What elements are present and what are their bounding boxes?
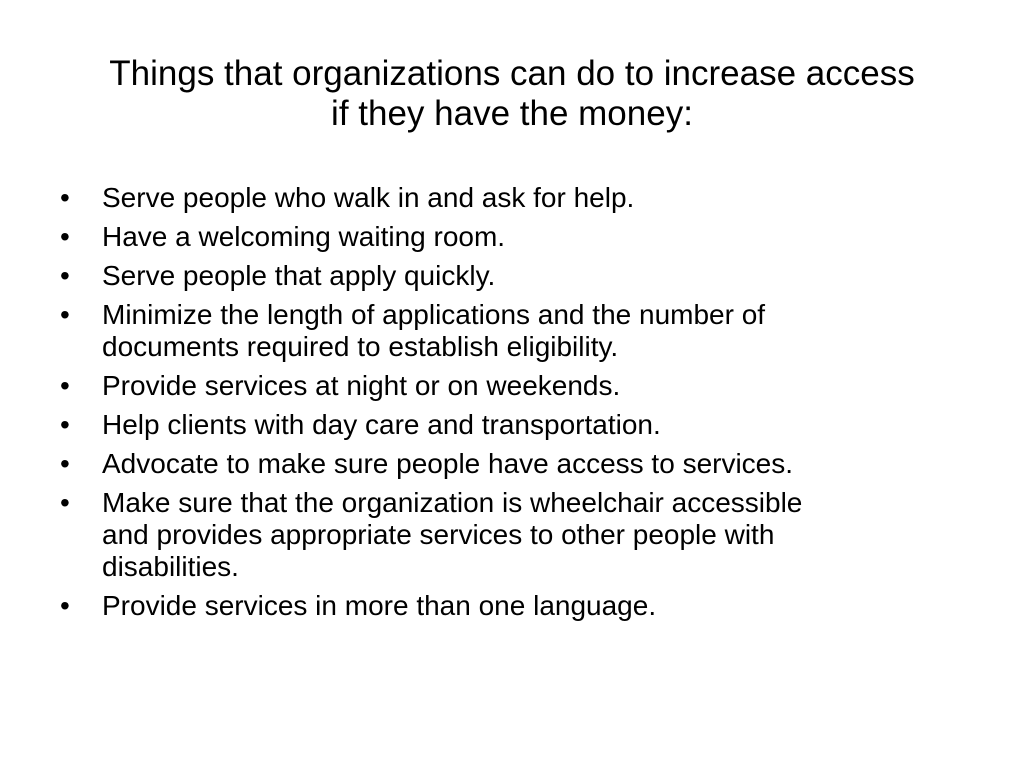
bullet-marker: •: [60, 260, 70, 291]
bullet-item: [58, 182, 988, 214]
bullet-text-line: Have a welcoming waiting room.: [102, 221, 506, 252]
slide-title-line: Things that organizations can do to increase access: [109, 54, 915, 93]
bullet-text-line: Provide services in more than one language.: [102, 590, 657, 621]
bullet-marker: •: [60, 299, 70, 330]
bullet-marker: •: [60, 590, 70, 621]
bullet-list: [58, 182, 988, 629]
bullet-text: [102, 487, 988, 583]
bullet-text: [102, 221, 988, 253]
bullet-text-line: Advocate to make sure people have access to services.: [102, 448, 794, 479]
bullet-text: [102, 182, 988, 214]
bullet-text-line: disabilities.: [102, 551, 239, 582]
bullet-item: [58, 409, 988, 441]
bullet-text: [102, 590, 988, 622]
slide-title-line: if they have the money:: [331, 94, 693, 133]
bullet-marker: •: [60, 182, 70, 213]
bullet-marker: •: [60, 370, 70, 401]
bullet-text: [102, 448, 988, 480]
bullet-text-line: Serve people that apply quickly.: [102, 260, 496, 291]
bullet-text-line: Minimize the length of applications and the number of: [102, 299, 766, 330]
bullet-text: [102, 260, 988, 292]
bullet-text: [102, 409, 988, 441]
bullet-text-line: Provide services at night or on weekends.: [102, 370, 621, 401]
bullet-marker: •: [60, 448, 70, 479]
bullet-marker: •: [60, 409, 70, 440]
bullet-item: [58, 370, 988, 402]
bullet-item: [58, 590, 988, 622]
bullet-marker: •: [60, 221, 70, 252]
bullet-item: [58, 221, 988, 253]
slide-title: [40, 54, 984, 134]
bullet-text-line: Help clients with day care and transportation.: [102, 409, 661, 440]
bullet-text: [102, 299, 988, 363]
bullet-item: [58, 448, 988, 480]
bullet-item: [58, 487, 988, 583]
bullet-marker: •: [60, 487, 70, 518]
bullet-text-line: Make sure that the organization is wheelchair accessible: [102, 487, 803, 518]
bullet-text-line: and provides appropriate services to other people with: [102, 519, 775, 550]
bullet-text: [102, 370, 988, 402]
bullet-item: [58, 260, 988, 292]
bullet-text-line: documents required to establish eligibility.: [102, 331, 619, 362]
bullet-text-line: Serve people who walk in and ask for help.: [102, 182, 635, 213]
bullet-item: [58, 299, 988, 363]
